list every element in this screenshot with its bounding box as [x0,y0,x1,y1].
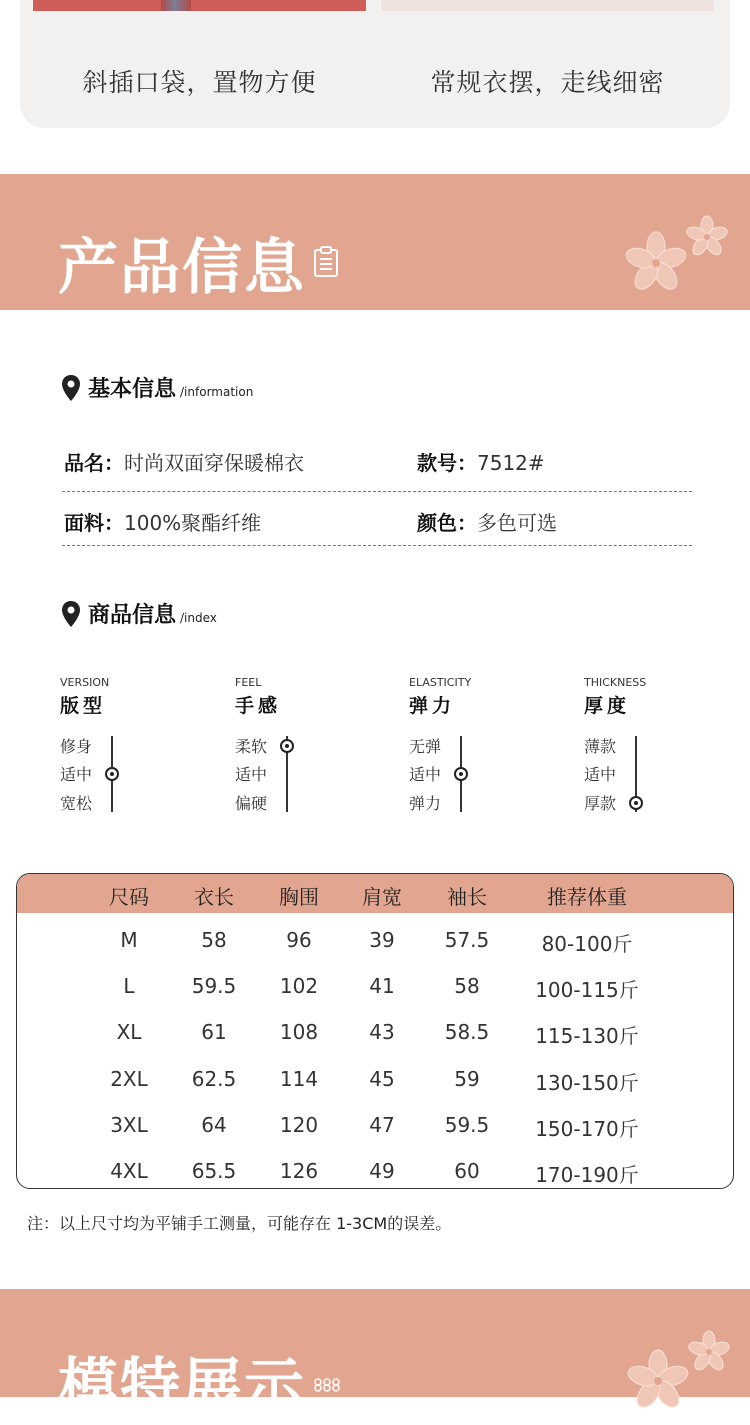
table-cell: 43 [369,1020,395,1045]
attribute-option: 适中 [409,765,442,784]
color-label: 颜色： [417,511,477,535]
table-cell: 108 [279,1020,319,1045]
attribute-chinese-label: 版型 [60,695,107,717]
product-name-label: 品名： [64,451,124,475]
style-number-label: 款号： [417,451,477,475]
attribute-column [409,676,559,816]
product-name-value: 时尚双面穿保暖棉衣 [124,451,304,475]
small-flower-icon [686,1329,732,1375]
product-info-banner [0,174,750,310]
table-cell: 2XL [110,1066,148,1091]
selected-level-marker [629,796,643,810]
table-cell: 130-150斤 [535,1070,639,1095]
attribute-option: 偏硬 [235,794,268,813]
basic-info-subtitle: /information [180,384,254,399]
table-cell: 62.5 [191,1066,237,1091]
attribute-option: 厚款 [584,794,617,813]
table-header-cell: 衣长 [194,885,234,909]
product-index-subtitle: /index [180,610,217,625]
product-info-title: 产品信息 [58,233,306,303]
fabric-value: 100%聚酯纤维 [124,511,262,535]
fabric [64,507,261,536]
table-cell: 59.5 [191,974,237,999]
attribute-english-label: VERSION [60,676,110,689]
flower-icon [622,229,690,297]
table-cell: 170-190斤 [535,1163,639,1187]
attribute-option: 适中 [235,765,268,784]
table-cell: 115-130斤 [535,1024,639,1049]
attribute-option: 适中 [584,765,617,784]
table-cell: 80-100斤 [541,932,633,956]
table-cell: 59 [454,1066,480,1091]
table-cell: 4XL [110,1159,148,1183]
size-table-header [17,874,733,913]
size-table [16,873,734,1189]
table-cell: 64 [201,1112,227,1137]
decoration-icon [313,1377,341,1393]
attribute-option: 宽松 [60,794,93,813]
table-cell: 3XL [110,1112,148,1137]
color [417,507,557,536]
hem-photo [381,0,714,11]
location-pin-icon [60,374,82,402]
location-pin-icon [60,600,82,628]
table-cell: 58.5 [444,1020,490,1045]
table-cell: 126 [279,1159,319,1183]
color-value: 多色可选 [477,511,557,535]
table-cell: 100-115斤 [535,978,639,1003]
table-cell: 58 [201,928,227,952]
pocket-caption: 斜插口袋，置物方便 [82,68,317,97]
table-cell: 61 [201,1020,227,1045]
table-cell: 96 [286,928,312,952]
style-number [417,447,545,476]
attribute-english-label: FEEL [235,676,262,689]
table-header-cell: 推荐体重 [547,885,627,909]
attribute-column [584,676,734,816]
table-header-cell: 胸围 [279,885,319,909]
table-cell: 58 [454,974,480,999]
info-row [62,447,692,477]
divider [62,491,692,492]
attribute-option: 适中 [60,765,93,784]
selected-level-marker [454,767,468,781]
table-cell: 49 [369,1159,395,1183]
attribute-column [235,676,385,816]
table-cell: 41 [369,974,395,999]
table-cell: 120 [279,1112,319,1137]
table-header-cell: 尺码 [109,885,149,909]
attribute-option: 薄款 [584,737,617,756]
table-cell: 102 [279,974,319,999]
table-cell: XL [116,1020,142,1045]
product-name [64,447,304,476]
product-index-heading [60,598,217,629]
attribute-option: 修身 [60,737,93,756]
attribute-chinese-label: 弹力 [409,695,456,717]
table-cell: 45 [369,1066,395,1091]
table-cell: 114 [279,1066,319,1091]
attribute-column [60,676,210,816]
attribute-chinese-label: 手感 [235,695,282,717]
hem-caption: 常规衣摆，走线细密 [430,68,665,97]
flower-icon [624,1347,692,1415]
table-cell: 150-170斤 [535,1116,639,1141]
table-cell: 65.5 [191,1159,237,1183]
fabric-label: 面料： [64,511,124,535]
basic-info-title: 基本信息 [88,377,177,402]
model-banner [0,1289,750,1422]
table-cell: M [120,928,138,952]
clipboard-icon [313,246,339,278]
divider [62,545,692,546]
table-cell: 59.5 [444,1112,490,1137]
table-header-cell: 肩宽 [362,885,402,909]
basic-info-heading [60,372,253,403]
selected-level-marker [105,767,119,781]
info-row [62,507,692,537]
product-index-title: 商品信息 [88,603,177,628]
table-cell: 47 [369,1112,395,1137]
model-banner-title: 模特展示 [58,1352,306,1422]
selected-level-marker [280,739,294,753]
table-cell: L [123,974,135,999]
attribute-option: 弹力 [409,794,442,813]
table-header-cell: 袖长 [447,885,487,909]
feature-card [20,0,730,128]
attribute-chinese-label: 厚度 [584,695,631,717]
attribute-english-label: THICKNESS [584,676,647,689]
table-cell: 39 [369,928,395,952]
attribute-english-label: ELASTICITY [409,676,472,689]
table-cell: 60 [454,1159,480,1183]
measurement-note: 注：以上尺寸均为平铺手工测量，可能存在 1-3CM的误差。 [27,1214,452,1233]
table-cell: 57.5 [444,928,490,952]
small-flower-icon [684,214,730,260]
attribute-option: 无弹 [409,737,442,756]
pocket-photo [33,0,366,11]
attribute-option: 柔软 [235,737,268,756]
style-number-value: 7512# [477,451,545,475]
